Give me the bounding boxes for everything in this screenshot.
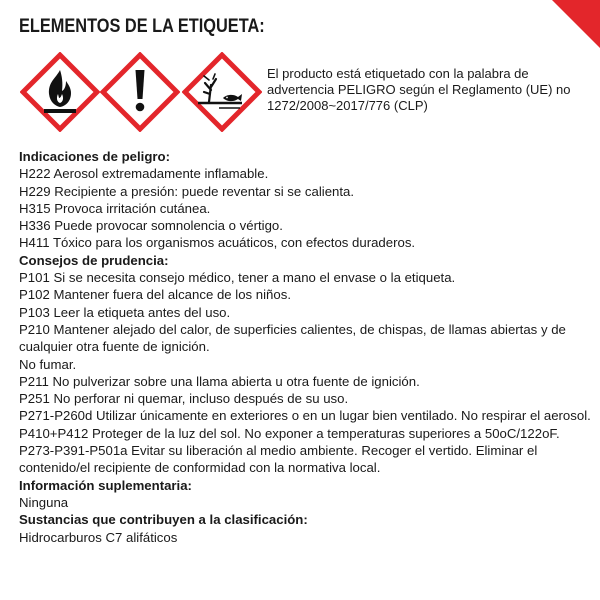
signal-word-statement: El producto está etiquetado con la palabra de advertencia PELIGRO según el Reglamento (UE) no 1272/2008~2017/776 (CLP) xyxy=(267,66,571,113)
hazard-statement: H222 Aerosol extremadamente inflamable. xyxy=(19,166,269,182)
corner-accent xyxy=(552,0,600,48)
precaution-statement: P102 Mantener fuera del alcance de los niños. xyxy=(19,287,291,303)
exclamation-mark-icon xyxy=(100,52,180,132)
pictogram-row xyxy=(20,52,260,132)
hazard-statement: H411 Tóxico para los organismos acuáticos, con efectos duraderos. xyxy=(19,235,416,251)
precaution-statement: P211 No pulverizar sobre una llama abierta u otra fuente de ignición. xyxy=(19,373,420,389)
precaution-statement: P210 Mantener alejado del calor, de superficies calientes, de chispas, de llamas abiertas y de cualquier otra fuente de ignición. xyxy=(19,321,566,355)
label-content xyxy=(19,148,594,546)
precaution-statement: P101 Si se necesita consejo médico, tener a mano el envase o la etiqueta. xyxy=(19,270,456,286)
precaution-statement: P271-P260d Utilizar únicamente en exteriores o en un lugar bien ventilado. No respirar el aerosol. xyxy=(19,408,591,424)
hazard-statement: H315 Provoca irritación cutánea. xyxy=(19,200,211,216)
page-title: ELEMENTOS DE LA ETIQUETA: xyxy=(19,16,265,37)
supplementary-value: Ninguna xyxy=(19,494,69,510)
hazard-statement: H336 Puede provocar somnolencia o vértigo. xyxy=(19,218,283,234)
precaution-statement: P273-P391-P501a Evitar su liberación al medio ambiente. Recoger el vertido. Eliminar el contenido/el recipiente de conformidad con la normativa local. xyxy=(19,443,538,476)
substances-value: Hidrocarburos C7 alifáticos xyxy=(19,529,178,545)
hazard-statement: H229 Recipiente a presión: puede reventar si se calienta. xyxy=(19,183,355,199)
precaution-heading: Consejos de prudencia: xyxy=(19,252,169,268)
precaution-statement: P251 No perforar ni quemar, incluso después de su uso. xyxy=(19,391,349,407)
precaution-statement: No fumar. xyxy=(19,356,77,372)
substances-heading: Sustancias que contribuyen a la clasificación: xyxy=(19,512,308,528)
precaution-statement: P410+P412 Proteger de la luz del sol. No exponer a temperaturas superiores a 50oC/122oF. xyxy=(19,425,560,441)
hazard-heading: Indicaciones de peligro: xyxy=(19,149,170,164)
flame-icon xyxy=(20,52,100,132)
environment-icon xyxy=(182,52,262,132)
precaution-statement: P103 Leer la etiqueta antes del uso. xyxy=(19,304,231,320)
supplementary-heading: Información suplementaria: xyxy=(19,477,192,493)
